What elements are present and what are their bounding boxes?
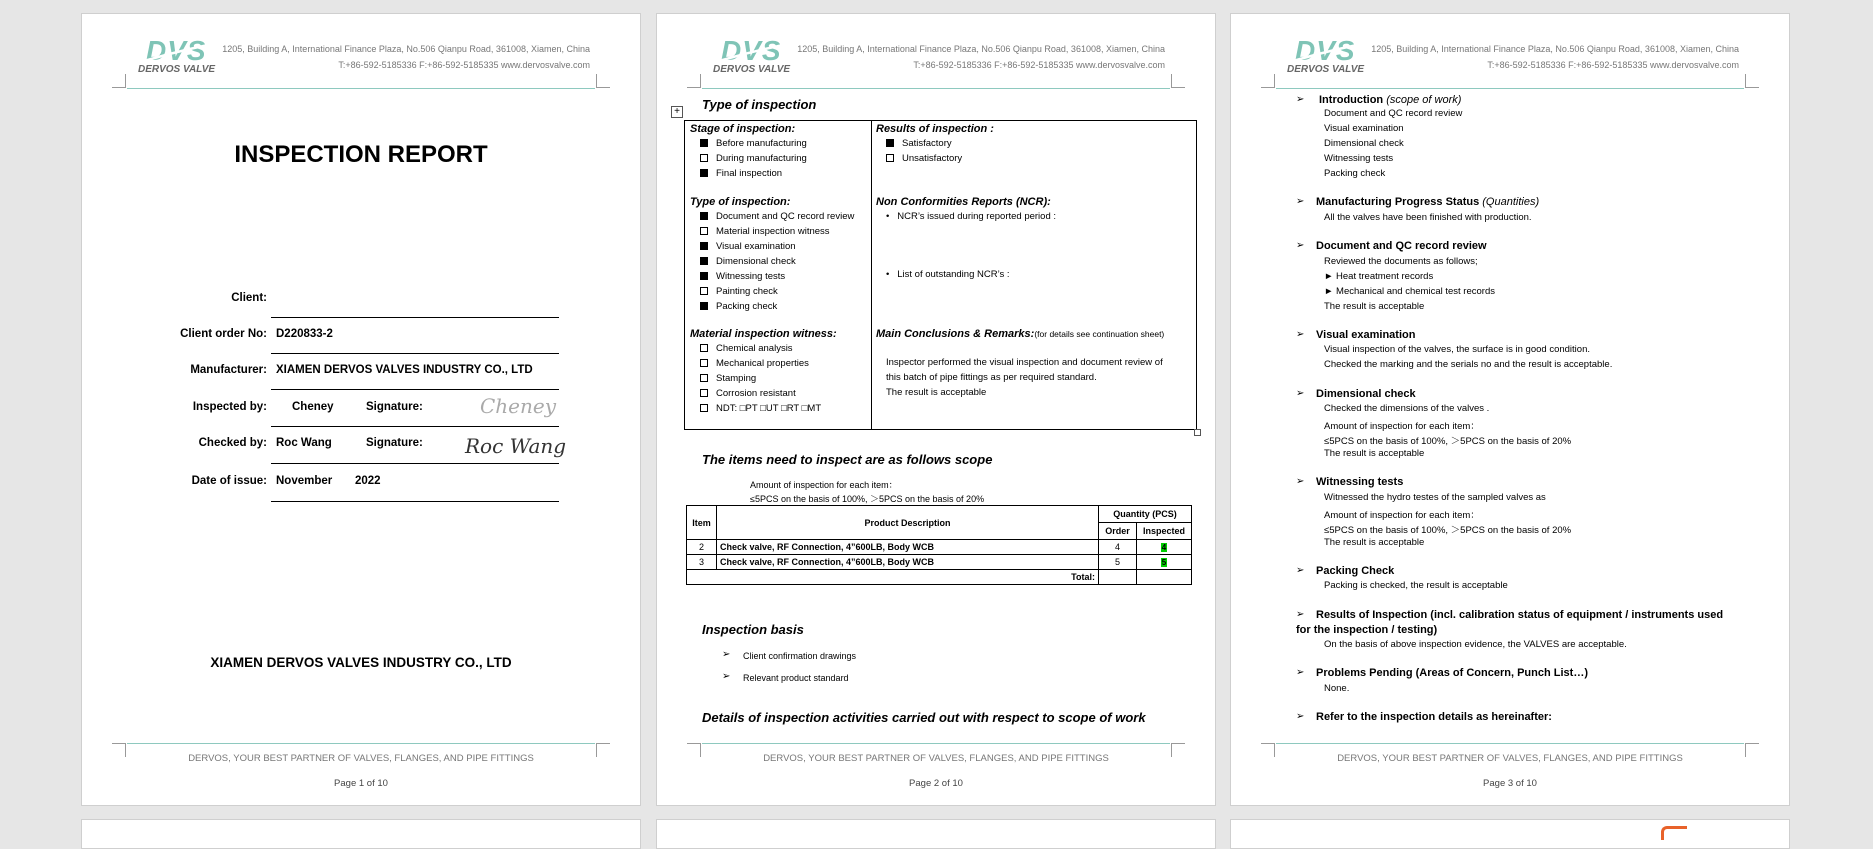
inspected-value: 4: [1161, 543, 1167, 552]
type-option-material[interactable]: Material inspection witness: [700, 226, 830, 237]
svg-text:DVS: DVS: [146, 35, 207, 66]
header-address: [222, 41, 590, 73]
prob-text: None.: [1324, 683, 1350, 694]
table-total-row: [687, 570, 1192, 585]
intro-item: Visual examination: [1324, 123, 1404, 134]
address-line: 1205, Building A, International Finance Plaza, No.506 Qianpu Road, 361008, Xiamen, China: [222, 44, 590, 54]
results-title: Results of inspection :: [876, 123, 994, 135]
intro-item: Dimensional check: [1324, 138, 1404, 149]
dim-text: ≤5PCS on the basis of 100%, ＞5PCS on the basis of 20%: [1324, 436, 1572, 447]
checkbox-unchecked[interactable]: [700, 154, 708, 162]
arrow-bullet-icon: ➢: [1296, 609, 1305, 620]
conclusions-text-3: The result is acceptable: [886, 387, 987, 398]
signature-label: Signature:: [366, 401, 423, 413]
signature-roc-wang: Roc Wang: [465, 434, 567, 458]
type-option-painting[interactable]: Painting check: [700, 286, 778, 297]
result-unsatisfactory[interactable]: Unsatisfactory: [886, 153, 962, 164]
footer-rule: [127, 743, 595, 744]
mfg-heading: Manufacturing Progress Status (Quantities): [1316, 196, 1540, 208]
inspected-by-value: Cheney: [292, 401, 334, 413]
arrow-bullet-icon: ➢: [722, 671, 731, 682]
page-6-preview[interactable]: [1230, 819, 1790, 849]
inspected-value: 5: [1161, 558, 1167, 567]
crop-mark: [596, 74, 610, 88]
crop-mark: [1261, 74, 1275, 88]
field-rule: [271, 501, 559, 502]
material-option-ndt[interactable]: NDT: □PT □UT □RT □MT: [700, 403, 821, 414]
header-address: [1371, 41, 1739, 73]
header-rule: [702, 88, 1170, 89]
checkbox-unchecked[interactable]: [700, 287, 708, 295]
checkbox-checked[interactable]: [700, 169, 708, 177]
inspected-by-label: Inspected by:: [192, 401, 267, 413]
section-items-scope: The items need to inspect are as follows scope: [702, 452, 993, 467]
address-line: 1205, Building A, International Finance Plaza, No.506 Qianpu Road, 361008, Xiamen, China: [1371, 44, 1739, 54]
type-option-packing[interactable]: Packing check: [700, 301, 777, 312]
type-option-document[interactable]: Document and QC record review: [700, 211, 854, 222]
checkbox-checked[interactable]: [700, 139, 708, 147]
pack-text: Packing is checked, the result is acceptable: [1324, 580, 1508, 591]
ncr-title: Non Conformities Reports (NCR):: [876, 196, 1051, 208]
footer-slogan: DERVOS, YOUR BEST PARTNER OF VALVES, FLANGES, AND PIPE FITTINGS: [763, 753, 1109, 764]
header-rule: [127, 88, 595, 89]
page-5-preview[interactable]: [656, 819, 1216, 849]
contact-line: T:+86-592-5185336 F:+86-592-5185335 www.dervosvalve.com: [1487, 60, 1739, 70]
order-cell: 5: [1099, 555, 1137, 570]
doc-text: ► Heat treatment records: [1324, 271, 1434, 282]
doc-text: Reviewed the documents as follows;: [1324, 256, 1478, 267]
dim-text: Checked the dimensions of the valves .: [1324, 403, 1490, 414]
refer-heading: Refer to the inspection details as hereinafter:: [1316, 711, 1552, 723]
stage-option-before[interactable]: Before manufacturing: [700, 138, 807, 149]
footer-rule: [1276, 743, 1744, 744]
page-2: [656, 13, 1216, 806]
logo-subtitle: DERVOS VALVE: [138, 64, 216, 75]
signature-label: Signature:: [366, 437, 423, 449]
checked-by-value: Roc Wang: [276, 437, 332, 449]
table-row: [687, 540, 1192, 555]
crop-mark: [1745, 74, 1759, 88]
header-rule: [1276, 88, 1744, 89]
date-year: 2022: [355, 475, 381, 487]
wit-text: Witnessed the hydro testes of the sampled valves as: [1324, 492, 1546, 503]
box-divider: [871, 121, 872, 429]
manufacturer-label: Manufacturer:: [190, 364, 267, 376]
scope-line-2: ≤5PCS on the basis of 100%, ＞5PCS on the basis of 20%: [750, 494, 985, 504]
items-table: [686, 505, 1192, 585]
dim-text: The result is acceptable: [1324, 448, 1425, 459]
item-cell: 3: [687, 555, 717, 570]
company-name: XIAMEN DERVOS VALVES INDUSTRY CO., LTD: [210, 655, 512, 670]
ncr-outstanding: • List of outstanding NCR’s :: [886, 269, 1010, 280]
arrow-bullet-icon: ➢: [1296, 711, 1305, 722]
field-rule: [271, 317, 559, 318]
conclusions-text-1: Inspector performed the visual inspection and document review of: [886, 357, 1163, 368]
intro-item: Packing check: [1324, 168, 1386, 179]
checkbox-checked[interactable]: [700, 212, 708, 220]
total-order-cell: [1099, 570, 1137, 585]
visual-text: Checked the marking and the serials no and the result is acceptable.: [1324, 359, 1613, 370]
page-number: Page 1 of 10: [334, 778, 388, 789]
material-option-chemical[interactable]: Chemical analysis: [700, 343, 793, 354]
page-4-preview[interactable]: [81, 819, 641, 849]
material-option-mechanical[interactable]: Mechanical properties: [700, 358, 809, 369]
col-order-header: Order: [1099, 523, 1137, 540]
result-satisfactory[interactable]: Satisfactory: [886, 138, 952, 149]
order-cell: 4: [1099, 540, 1137, 555]
checkbox-unchecked[interactable]: [700, 374, 708, 382]
checkbox-checked[interactable]: [700, 302, 708, 310]
stage-option-during[interactable]: During manufacturing: [700, 153, 807, 164]
client-label: Client:: [231, 292, 267, 304]
type-title: Type of inspection:: [690, 196, 791, 208]
type-option-dimensional[interactable]: Dimensional check: [700, 256, 796, 267]
table-resize-handle[interactable]: [1194, 429, 1201, 436]
page-number: Page 2 of 10: [909, 778, 963, 789]
svg-text:DVS: DVS: [721, 35, 782, 66]
checkbox-unchecked[interactable]: [886, 154, 894, 162]
checkbox-unchecked[interactable]: [700, 359, 708, 367]
footer-slogan: DERVOS, YOUR BEST PARTNER OF VALVES, FLANGES, AND PIPE FITTINGS: [188, 753, 534, 764]
date-label: Date of issue:: [191, 475, 267, 487]
logo-subtitle: DERVOS VALVE: [1287, 64, 1365, 75]
type-option-witnessing[interactable]: Witnessing tests: [700, 271, 785, 282]
total-label: Total:: [687, 570, 1099, 585]
crop-mark: [112, 74, 126, 88]
arrow-bullet-icon: ➢: [1296, 240, 1305, 251]
wit-text: Amount of inspection for each item：: [1324, 510, 1480, 521]
footer-slogan: DERVOS, YOUR BEST PARTNER OF VALVES, FLANGES, AND PIPE FITTINGS: [1337, 753, 1683, 764]
arrow-bullet-icon: ➢: [1296, 388, 1305, 399]
address-line: 1205, Building A, International Finance Plaza, No.506 Qianpu Road, 361008, Xiamen, China: [797, 44, 1165, 54]
date-month: November: [276, 475, 333, 487]
pack-heading: Packing Check: [1316, 565, 1395, 577]
page-1: [81, 13, 641, 806]
checkbox-checked[interactable]: [700, 242, 708, 250]
dim-heading: Dimensional check: [1316, 388, 1416, 400]
mfg-text: All the valves have been finished with production.: [1324, 212, 1532, 223]
intro-heading: Introduction (scope of work): [1319, 94, 1462, 106]
desc-cell: Check valve, RF Connection, 4”600LB, Body WCB: [717, 540, 1099, 555]
visual-heading: Visual examination: [1316, 329, 1416, 341]
doc-heading: Document and QC record review: [1316, 240, 1487, 252]
material-option-stamping[interactable]: Stamping: [700, 373, 756, 384]
inspection-type-box: [684, 120, 1197, 430]
conclusions-title: Main Conclusions & Remarks:(for details see continuation sheet): [876, 328, 1165, 340]
intro-item: Document and QC record review: [1324, 108, 1463, 119]
res-text: On the basis of above inspection evidence, the VALVES are acceptable.: [1324, 639, 1627, 650]
dim-text: Amount of inspection for each item：: [1324, 421, 1480, 432]
crop-mark: [1171, 74, 1185, 88]
arrow-bullet-icon: ➢: [1296, 667, 1305, 678]
stage-title: Stage of inspection:: [690, 123, 796, 135]
col-desc-header: Product Description: [717, 506, 1099, 540]
inspected-cell: [1137, 555, 1192, 570]
desc-cell: Check valve, RF Connection, 4”600LB, Body WCB: [717, 555, 1099, 570]
client-order-value: D220833-2: [276, 328, 333, 340]
table-row: [687, 555, 1192, 570]
inspected-cell: [1137, 540, 1192, 555]
col-inspected-header: Inspected: [1137, 523, 1192, 540]
checkbox-checked[interactable]: [700, 272, 708, 280]
field-rule: [271, 389, 559, 390]
arrow-bullet-icon: ➢: [1296, 94, 1305, 105]
checkbox-unchecked[interactable]: [700, 404, 708, 412]
arrow-bullet-icon: ➢: [1296, 329, 1305, 340]
wit-heading: Witnessing tests: [1316, 476, 1404, 488]
section-type-of-inspection: Type of inspection: [702, 97, 817, 112]
checkbox-checked[interactable]: [886, 139, 894, 147]
arrow-bullet-icon: ➢: [1296, 196, 1305, 207]
doc-text: The result is acceptable: [1324, 301, 1425, 312]
ncr-issued: • NCR’s issued during reported period :: [886, 211, 1057, 222]
stage-option-final[interactable]: Final inspection: [700, 168, 782, 179]
client-order-label: Client order No:: [180, 328, 267, 340]
contact-line: T:+86-592-5185336 F:+86-592-5185335 www.dervosvalve.com: [338, 60, 590, 70]
arrow-bullet-icon: ➢: [1296, 476, 1305, 487]
res-heading-1: Results of Inspection (incl. calibration status of equipment / instruments used: [1316, 609, 1724, 621]
field-rule: [271, 353, 559, 354]
logo-subtitle: DERVOS VALVE: [713, 64, 791, 75]
manufacturer-value: XIAMEN DERVOS VALVES INDUSTRY CO., LTD: [276, 364, 533, 376]
field-rule: [271, 426, 559, 427]
contact-line: T:+86-592-5185336 F:+86-592-5185335 www.dervosvalve.com: [913, 60, 1165, 70]
conclusions-text-2: this batch of pipe fittings as per required standard.: [886, 372, 1097, 383]
scope-line-1: Amount of inspection for each item：: [750, 480, 898, 490]
material-option-corrosion[interactable]: Corrosion resistant: [700, 388, 796, 399]
item-cell: 2: [687, 540, 717, 555]
table-move-handle-icon[interactable]: +: [671, 106, 683, 118]
doc-text: ► Mechanical and chemical test records: [1324, 286, 1495, 297]
total-inspected-cell: [1137, 570, 1192, 585]
header-address: [797, 41, 1165, 73]
type-option-visual[interactable]: Visual examination: [700, 241, 796, 252]
intro-item: Witnessing tests: [1324, 153, 1394, 164]
basis-item: Client confirmation drawings: [743, 651, 857, 661]
section-details: Details of inspection activities carried out with respect to scope of work: [702, 710, 1146, 725]
material-title: Material inspection witness:: [690, 328, 837, 340]
prob-heading: Problems Pending (Areas of Concern, Punch List…): [1316, 667, 1588, 679]
basis-item: Relevant product standard: [743, 673, 849, 683]
col-item-header: Item: [687, 506, 717, 540]
visual-text: Visual inspection of the valves, the surface is in good condition.: [1324, 344, 1590, 355]
signature-cheney: Cheney: [480, 394, 557, 418]
arrow-bullet-icon: ➢: [1296, 565, 1305, 576]
checked-by-label: Checked by:: [198, 437, 267, 449]
footer-rule: [702, 743, 1170, 744]
wit-text: The result is acceptable: [1324, 537, 1425, 548]
checkbox-unchecked[interactable]: [700, 389, 708, 397]
field-rule: [271, 463, 559, 464]
col-qty-header: Quantity (PCS): [1099, 506, 1192, 523]
report-title: INSPECTION REPORT: [234, 141, 488, 168]
stamp-mark: [1661, 826, 1687, 840]
arrow-bullet-icon: ➢: [722, 649, 731, 660]
checkbox-unchecked[interactable]: [700, 344, 708, 352]
checkbox-checked[interactable]: [700, 257, 708, 265]
checkbox-unchecked[interactable]: [700, 227, 708, 235]
res-heading-2: for the inspection / testing): [1296, 624, 1438, 636]
svg-text:DVS: DVS: [1295, 35, 1356, 66]
section-inspection-basis: Inspection basis: [702, 622, 804, 637]
page-number: Page 3 of 10: [1483, 778, 1537, 789]
page-3: [1230, 13, 1790, 806]
wit-text: ≤5PCS on the basis of 100%, ＞5PCS on the basis of 20%: [1324, 525, 1572, 536]
crop-mark: [687, 74, 701, 88]
